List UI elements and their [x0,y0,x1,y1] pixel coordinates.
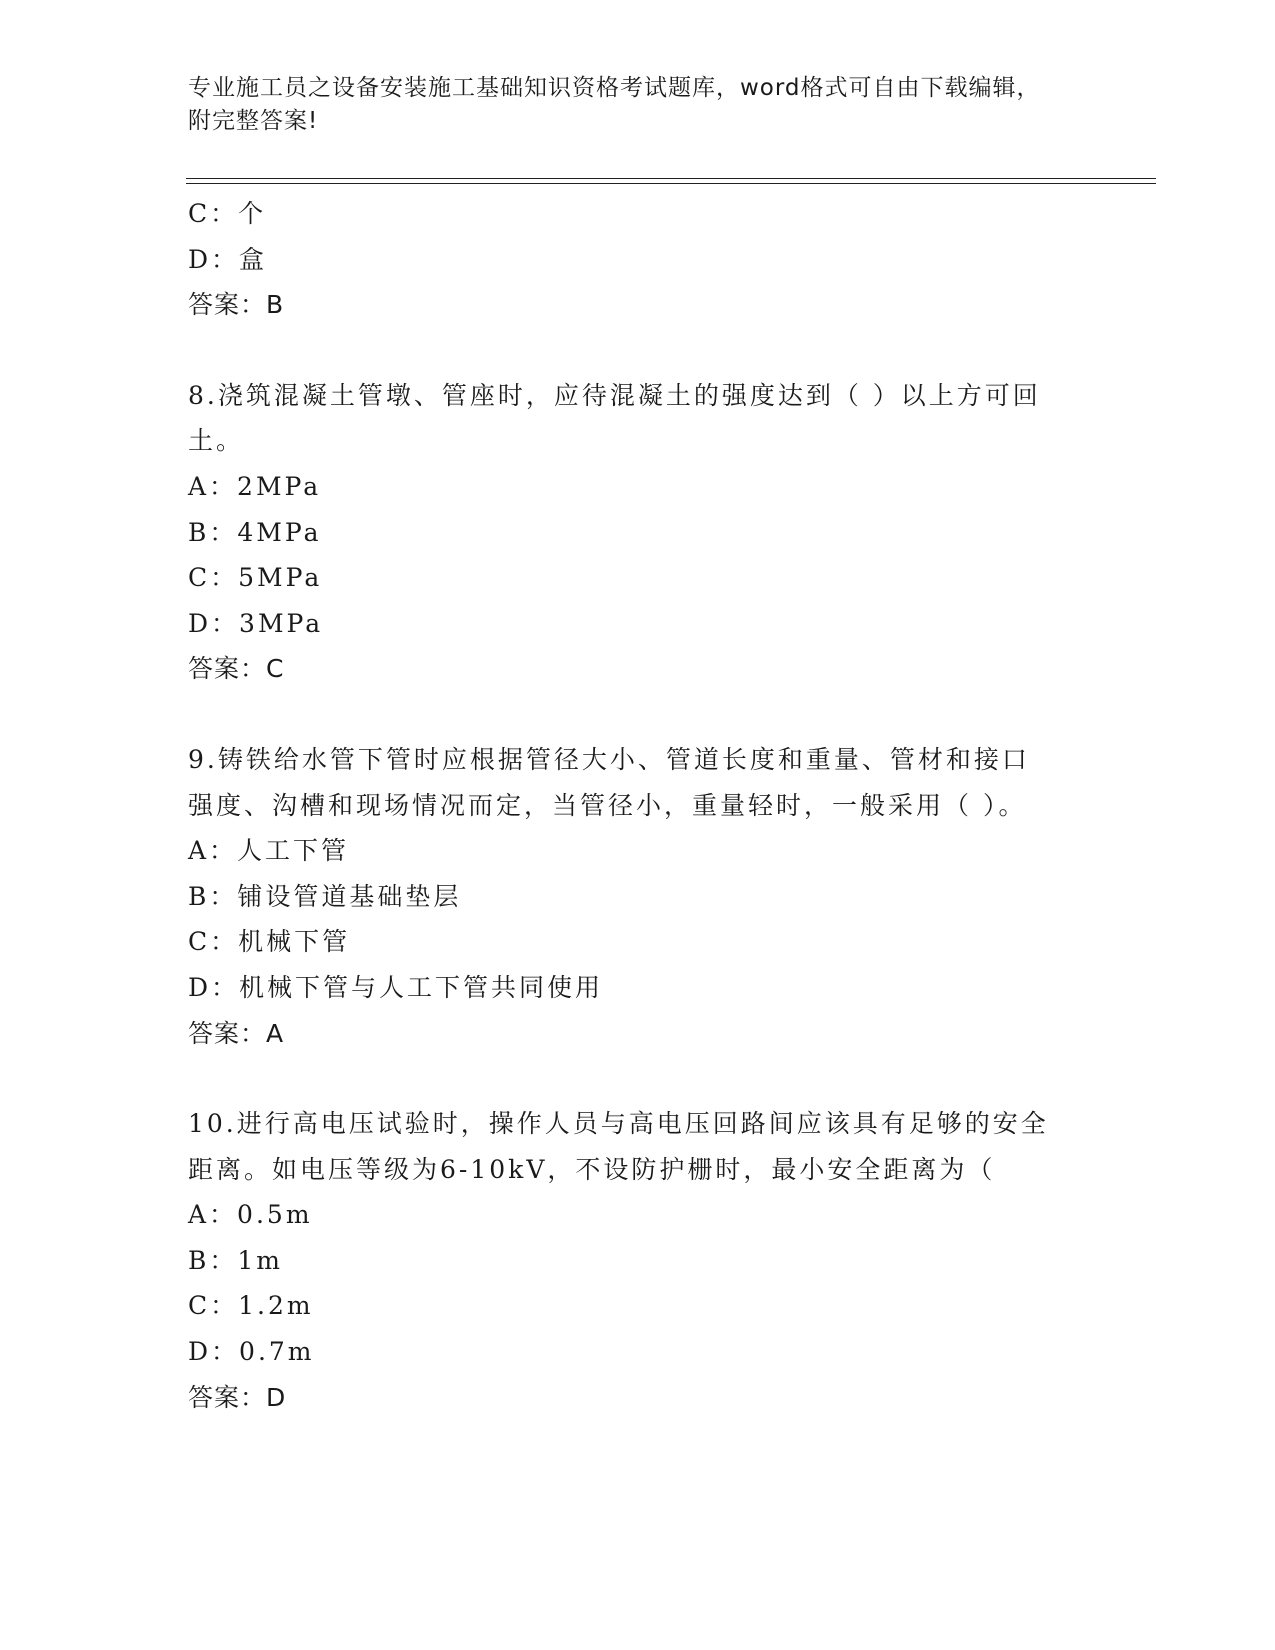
question-stem-line: 土。 [188,426,245,456]
header-divider-top [186,178,1156,179]
option-c: C：1.2m [188,1291,314,1321]
question-stem-line: 8.浇筑混凝土管墩、管座时，应待混凝土的强度达到（ ）以上方可回 [188,380,1041,410]
spacer [188,328,1108,373]
option-b: B：1m [188,1245,283,1275]
header-line-1: 专业施工员之设备安装施工基础知识资格考试题库，word格式可自由下载编辑， [188,75,1041,101]
question-stem-line: 9.铸铁给水管下管时应根据管径大小、管道长度和重量、管材和接口 [188,744,1030,774]
answer-line: 答案：D [188,1382,287,1412]
option-d: D：盒 [188,244,268,274]
option-c: C：个 [188,199,267,228]
question-stem-line: 距离。如电压等级为6-10kV，不设防护栅时，最小安全距离为（ [188,1154,996,1184]
option-d: D：3MPa [188,608,324,638]
option-a: A：2MPa [188,471,322,501]
option-d: D：0.7m [188,1337,315,1367]
option-c: C：机械下管 [188,927,351,957]
question-content [188,191,1108,1420]
spacer [188,692,1108,737]
option-a: A：人工下管 [188,836,350,866]
option-b: B：铺设管道基础垫层 [188,881,462,911]
option-d: D：机械下管与人工下管共同使用 [188,972,604,1002]
question-9 [188,737,1108,1056]
answer-line: 答案：C [188,654,285,684]
header-divider-bottom [186,183,1156,184]
option-c: C：5MPa [188,563,323,593]
question-stem-line: 强度、沟槽和现场情况而定，当管径小，重量轻时，一般采用（ ）。 [188,790,1027,820]
option-a: A：0.5m [188,1200,313,1230]
question-10 [188,1101,1108,1420]
question-8 [188,373,1108,692]
question-stem-line: 10.进行高电压试验时，操作人员与高电压回路间应该具有足够的安全 [188,1109,1049,1139]
header-line-2: 附完整答案! [188,108,319,134]
answer-line: 答案：B [188,290,285,320]
question-7-continuation [188,191,1108,328]
page-header [188,72,1068,138]
answer-line: 答案：A [188,1018,285,1048]
spacer [188,1056,1108,1101]
option-b: B：4MPa [188,517,322,547]
